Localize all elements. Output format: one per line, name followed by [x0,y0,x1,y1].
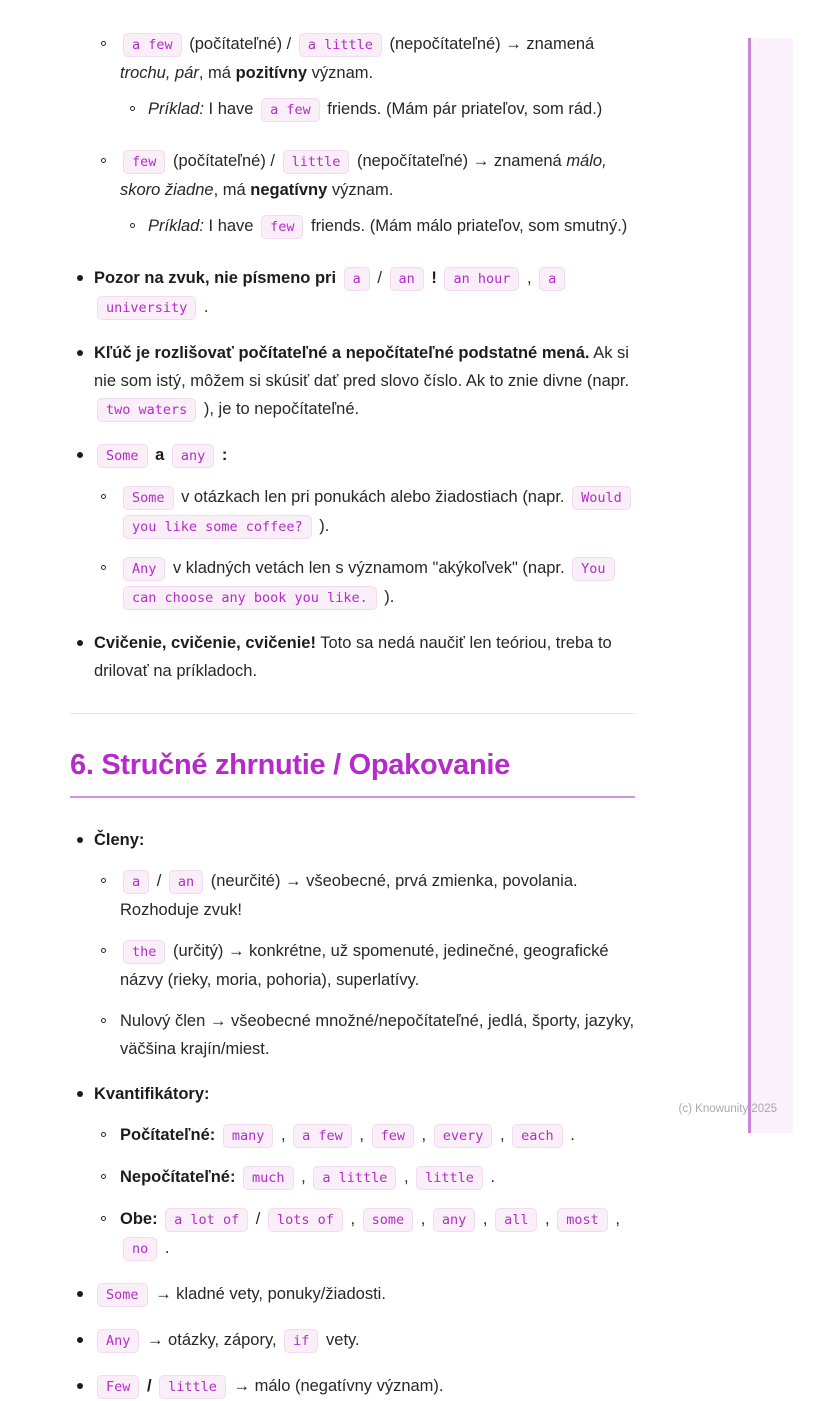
bullet-marker-icon [101,1132,106,1137]
list-item [70,483,635,541]
inline-code-chip: Any [123,557,165,581]
text-segment: Pozor na zvuk, nie písmeno pri [94,269,341,287]
text-segment: (počítateľné) / [184,35,296,53]
list-item [70,826,635,854]
text-segment: (počítateľné) / [168,152,280,170]
bullet-marker-icon [77,1291,83,1297]
page-edge-strip [748,38,793,1133]
list-item [70,441,635,470]
text-segment: . [199,298,209,316]
text-segment: → málo (negatívny význam). [228,1377,444,1395]
inline-code-chip: an hour [444,267,519,291]
text-segment: I have [203,100,259,118]
text-segment: ). [379,588,395,606]
text-segment: (nepočítateľné) → znamená [352,152,567,170]
text-segment: vety. [321,1331,360,1349]
bullet-marker-icon [101,565,106,570]
inline-code-chip: Some [123,486,174,510]
text-segment: (neurčité) → všeobecné, prvá zmienka, povolania. Rozhoduje zvuk! [120,872,578,919]
text-segment: (určitý) → konkrétne, už spomenuté, jedinečné, geografické názvy (rieky, moria, pohoria), superlatívy. [120,942,609,989]
inline-code-chip: some [363,1208,414,1232]
bullet-marker-icon [77,452,83,458]
text-segment: ). [314,517,330,535]
text-segment: , [345,1210,360,1228]
bullet-marker-icon [77,1383,83,1389]
text-segment: v otázkach len pri ponukách alebo žiadostiach (napr. [176,488,570,506]
inline-code-chip: lots of [268,1208,343,1232]
inline-code-chip: many [223,1124,274,1148]
list-item [70,1205,635,1263]
text-segment: / [372,269,387,287]
list-item [70,1007,635,1063]
bullet-marker-icon [77,1337,83,1343]
bullet-marker-icon [101,41,106,46]
inline-code-chip: every [434,1124,493,1148]
inline-code-chip: little [416,1166,483,1190]
text-segment: Nulový člen → všeobecné množné/nepočítateľné, jedlá, športy, jazyky, väčšina krajín/miest. [120,1012,635,1058]
list-item [70,937,635,994]
text-segment: , má [213,181,251,199]
inline-code-chip: any [172,444,214,468]
text-segment: , má [198,64,236,82]
bullet-marker-icon [77,837,83,843]
text-segment: , [610,1210,620,1228]
text-segment: , [296,1168,311,1186]
text-segment: , [416,1210,430,1228]
list-item [70,147,635,204]
text-segment: → otázky, zápory, [142,1331,282,1349]
inline-code-chip: a little [299,33,382,57]
inline-code-chip: a lot of [165,1208,248,1232]
inline-code-chip: each [512,1124,563,1148]
inline-code-chip: few [261,215,303,239]
list-item [70,212,635,241]
list-item [70,1326,635,1355]
bullet-marker-icon [101,1216,106,1221]
bullet-marker-icon [101,878,106,883]
bullet-marker-icon [130,223,135,228]
text-segment: a [150,446,169,464]
inline-code-chip: Some [97,1283,148,1307]
list-item [70,1280,635,1309]
bullet-marker-icon [101,1018,106,1023]
bullet-marker-icon [77,1091,83,1097]
inline-code-chip: a little [313,1166,396,1190]
inline-code-chip: You can choose any book you like. [123,557,615,610]
bullet-marker-icon [101,948,106,953]
list-item [70,30,635,87]
bullet-marker-icon [101,494,106,499]
text-segment: Toto sa nedá naučiť len teóriou, treba to drilovať na príkladoch. [94,634,612,680]
list-item [70,1163,635,1192]
text-segment: (nepočítateľné) → znamená [384,35,595,53]
inline-code-chip: a university [97,267,565,320]
text-segment: / [152,872,166,890]
list-item [70,339,635,424]
text-segment: význam. [327,181,394,199]
inline-code-chip: few [123,150,165,174]
inline-code-chip: a few [123,33,182,57]
inline-code-chip: few [372,1124,414,1148]
inline-code-chip: Some [97,444,148,468]
inline-code-chip: a [344,267,370,291]
inline-code-chip: Few [97,1375,139,1399]
list-item [70,867,635,924]
list-item [70,95,635,124]
text-segment: Obe: [120,1210,163,1228]
inline-code-chip: Any [97,1329,139,1353]
text-segment: , [399,1168,414,1186]
bullet-marker-icon [101,158,106,163]
section-divider [70,713,635,714]
document-content [70,30,635,1401]
text-segment: friends. (Mám málo priateľov, som smutný.) [306,217,628,235]
text-segment: Príklad: [148,217,204,235]
bullet-marker-icon [77,640,83,646]
inline-code-chip: two waters [97,398,196,422]
list-item [70,554,635,612]
list-item [70,1121,635,1150]
text-segment: negatívny [250,181,328,199]
text-segment: ! [426,269,442,287]
inline-code-chip: all [495,1208,537,1232]
text-segment: . [485,1168,496,1186]
text-segment: trochu, pár [120,64,199,82]
inline-code-chip: if [284,1329,318,1353]
text-segment: Kvantifikátory: [94,1085,210,1103]
inline-code-chip: a few [293,1124,352,1148]
inline-code-chip: a few [261,98,320,122]
text-segment: Nepočítateľné: [120,1168,241,1186]
text-segment: Ak si nie som istý, môžem si skúsiť dať pred slovo číslo. Ak to znie divne (napr. [94,344,630,390]
text-segment: ), je to nepočítateľné. [199,400,360,418]
text-segment: , [416,1126,431,1144]
inline-code-chip: no [123,1237,157,1261]
inline-code-chip: any [433,1208,475,1232]
text-segment: , [495,1126,510,1144]
list-item [70,264,635,322]
list-item [70,1080,635,1108]
inline-code-chip: the [123,940,165,964]
section-heading: 6. Stručné zhrnutie / Opakovanie [70,747,635,798]
bullet-marker-icon [77,275,83,281]
text-segment: význam. [307,64,374,82]
text-segment: málo, skoro žiadne [120,152,607,199]
bullet-marker-icon [77,350,83,356]
text-segment: . [565,1126,575,1144]
text-segment: , [276,1126,291,1144]
list-item [70,629,635,685]
inline-code-chip: little [283,150,350,174]
text-segment: Príklad: [148,100,204,118]
text-segment: friends. (Mám pár priateľov, som rád.) [322,100,603,118]
inline-code-chip: Would you like some coffee? [123,486,631,539]
text-segment: , [354,1126,369,1144]
list-item [70,1372,635,1401]
text-segment: Členy: [94,831,145,849]
text-segment: . [160,1239,170,1257]
text-segment: / [142,1377,157,1395]
bullet-marker-icon [130,106,135,111]
inline-code-chip: little [159,1375,226,1399]
watermark: (c) Knowunity 2025 [678,1103,777,1115]
text-segment: : [217,446,228,464]
text-segment: pozitívny [235,64,308,82]
text-segment: I have [203,217,259,235]
text-segment: v kladných vetách len s významom "akýkoľvek" (napr. [168,559,570,577]
text-segment: / [251,1210,265,1228]
text-segment: , [522,269,537,287]
inline-code-chip: an [169,870,203,894]
text-segment: → kladné vety, ponuky/žiadosti. [150,1285,386,1303]
bullet-marker-icon [101,1174,106,1179]
inline-code-chip: an [390,267,424,291]
inline-code-chip: most [557,1208,608,1232]
text-segment: , [540,1210,555,1228]
text-segment: Kľúč je rozlišovať počítateľné a nepočítateľné podstatné mená. [94,344,590,362]
inline-code-chip: much [243,1166,294,1190]
text-segment: , [478,1210,493,1228]
inline-code-chip: a [123,870,149,894]
text-segment: Cvičenie, cvičenie, cvičenie! [94,634,316,652]
text-segment: Počítateľné: [120,1126,220,1144]
